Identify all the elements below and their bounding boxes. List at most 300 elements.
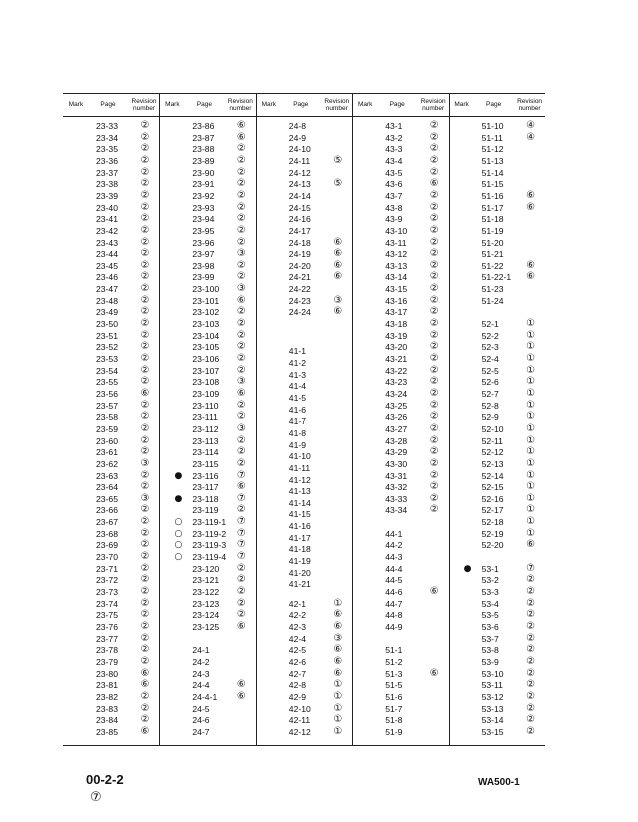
page-cell: 43-11 [385, 237, 407, 248]
page-cell: 23-43 [96, 237, 118, 248]
page-cell: 42-2 [288, 610, 306, 621]
revision-table [63, 93, 545, 746]
table-header-rule [63, 116, 545, 117]
page-cell: 53-5 [481, 610, 499, 621]
page-cell: 23-58 [96, 412, 118, 423]
page-cell: 43-3 [385, 144, 403, 155]
revision-number: ② [429, 422, 439, 434]
revision-number: ⑥ [140, 725, 150, 737]
page-cell: 23-100 [192, 284, 220, 295]
revision-number: ② [429, 364, 439, 376]
page-cell: 23-34 [96, 132, 118, 143]
revision-number: ① [526, 516, 536, 528]
revision-mark: ● [463, 563, 472, 574]
revision-number: ② [140, 259, 150, 271]
revision-number: ⑥ [333, 306, 343, 318]
page-cell: 23-123 [192, 598, 220, 609]
page-cell: 51-2 [385, 656, 403, 667]
revision-number: ② [429, 248, 439, 260]
page-cell: 24-6 [192, 715, 210, 726]
page-cell: 44-3 [385, 552, 403, 563]
page-cell: 41-18 [288, 544, 311, 555]
page-cell: 23-61 [96, 447, 118, 458]
revision-number: ② [140, 294, 150, 306]
revision-number: ② [236, 434, 246, 446]
page-cell: 23-36 [96, 155, 118, 166]
revision-number: ① [526, 318, 536, 330]
page-cell: 23-40 [96, 202, 118, 213]
revision-number: ② [236, 353, 246, 364]
page-cell: 52-17 [481, 505, 504, 516]
model-label: WA500-1 [478, 777, 520, 788]
page-cell: 23-55 [96, 377, 118, 388]
page-cell: 51-5 [385, 680, 403, 691]
page-cell: 41-16 [288, 521, 311, 532]
page-cell: 41-9 [288, 439, 306, 450]
revision-number: ① [526, 387, 536, 399]
page-cell: 23-112 [192, 423, 219, 434]
page-cell: 53-1 [481, 563, 499, 574]
revision-number: ① [333, 679, 343, 691]
revision-number: ② [236, 457, 246, 469]
page-cell: 23-117 [192, 482, 219, 493]
revision-number: ② [140, 271, 150, 283]
revision-number: ② [526, 667, 536, 679]
page-cell: 51-12 [481, 144, 504, 155]
revision-number: ② [140, 318, 150, 330]
page-cell: 23-119-1 [192, 517, 227, 528]
page-cell: 23-89 [192, 155, 215, 166]
page-cell: 53-11 [481, 680, 503, 691]
revision-number: ② [140, 201, 150, 213]
page-cell: 41-11 [288, 462, 311, 473]
page-cell: 42-3 [288, 621, 306, 632]
page-cell: 43-34 [385, 505, 408, 516]
page-cell: 24-14 [288, 190, 311, 201]
page-cell: 51-10 [481, 121, 504, 131]
page-cell: 23-115 [192, 458, 219, 469]
revision-number: ③ [236, 422, 246, 434]
header-revision-number: Revision number [227, 97, 253, 112]
revision-number: ① [526, 341, 536, 353]
page-cell: 23-93 [192, 202, 215, 213]
revision-number: ② [429, 213, 439, 225]
page-cell: 41-1 [288, 346, 306, 357]
page-cell: 42-4 [288, 633, 306, 644]
page-cell: 53-6 [481, 621, 499, 632]
header-page: Page [486, 101, 502, 108]
page-cell: 23-63 [96, 470, 118, 481]
page-cell: 51-21 [481, 249, 504, 260]
header-revision-number: Revision number [131, 97, 157, 112]
revision-number: ② [429, 329, 439, 341]
page-cell: 51-23 [481, 284, 504, 295]
revision-number: ② [429, 353, 439, 364]
revision-number: ① [526, 329, 536, 341]
revision-number: ② [140, 690, 150, 702]
page-cell: 51-16 [481, 190, 504, 201]
page-cell: 24-1 [192, 645, 210, 656]
revision-number: ② [429, 492, 439, 504]
column-separator [159, 93, 160, 746]
header-mark: Mark [261, 101, 277, 108]
revision-number: ③ [236, 376, 246, 388]
page-cell: 51-7 [385, 703, 403, 714]
page-cell: 23-105 [192, 342, 220, 353]
header-page: Page [293, 101, 309, 108]
revision-number: ② [140, 399, 150, 411]
page-cell: 23-111 [192, 412, 218, 423]
page-cell: 41-5 [288, 392, 306, 403]
revision-number: ③ [333, 294, 343, 306]
page-cell: 24-12 [288, 167, 311, 178]
page-cell: 23-69 [96, 540, 118, 551]
revision-number: ② [140, 551, 150, 563]
revision-number: ② [236, 236, 246, 248]
page-cell: 44-6 [385, 587, 403, 597]
page-cell: 52-15 [481, 482, 504, 493]
revision-number: ③ [140, 492, 150, 504]
page-cell: 44-7 [385, 598, 403, 609]
page-cell: 23-33 [96, 121, 118, 131]
revision-number: ⑥ [526, 189, 536, 201]
page-cell: 23-84 [96, 715, 118, 726]
page-cell: 23-119 [192, 505, 219, 516]
revision-number: ② [140, 329, 150, 341]
page-cell: 52-6 [481, 377, 499, 388]
revision-number: ② [140, 376, 150, 388]
page-cell: 23-66 [96, 505, 118, 516]
revision-number: ② [526, 644, 536, 656]
header-mark: Mark [454, 101, 469, 108]
page-cell: 52-19 [481, 528, 504, 539]
revision-number: ② [236, 411, 246, 423]
page-cell: 24-13 [288, 179, 311, 190]
page-cell: 23-83 [96, 703, 118, 714]
page-cell: 23-108 [192, 377, 220, 388]
revision-number: ④ [526, 120, 536, 131]
page-cell: 44-2 [385, 540, 403, 551]
page-cell: 43-1 [385, 121, 403, 131]
revision-number: ⑥ [333, 259, 343, 271]
revision-number: ① [526, 364, 536, 376]
page-cell: 43-13 [385, 260, 408, 271]
page-cell: 53-3 [481, 587, 499, 597]
revision-number: ① [526, 492, 536, 504]
revision-number: ② [236, 224, 246, 236]
page-cell: 23-90 [192, 167, 215, 178]
revision-number: ② [236, 213, 246, 225]
page-cell: 23-51 [96, 330, 118, 341]
revision-number: ⑥ [236, 131, 246, 143]
revision-number: ② [140, 353, 150, 364]
revision-number: ⑥ [333, 236, 343, 248]
revision-number: ② [236, 259, 246, 271]
revision-number: ② [140, 154, 150, 166]
page-cell: 23-120 [192, 563, 220, 574]
page-cell: 23-48 [96, 295, 118, 306]
page-cell: 52-12 [481, 447, 504, 458]
revision-number: ② [429, 411, 439, 423]
page-cell: 24-16 [288, 214, 311, 225]
revision-number: ② [429, 457, 439, 469]
revision-number: ⑥ [333, 271, 343, 283]
revision-number: ② [140, 224, 150, 236]
revision-number: ② [140, 655, 150, 667]
revision-number: ② [236, 586, 246, 597]
revision-number: ② [429, 504, 439, 516]
page-cell: 52-4 [481, 354, 499, 364]
page-cell: 23-86 [192, 121, 215, 131]
revision-number: ② [526, 655, 536, 667]
page-cell: 41-3 [288, 369, 306, 380]
revision-number: ② [236, 306, 246, 318]
revision-number: ② [236, 341, 246, 353]
page-cell: 23-57 [96, 400, 118, 411]
revision-number: ⑦ [236, 551, 246, 563]
page-cell: 43-9 [385, 214, 403, 225]
header-revision-number: Revision number [324, 97, 350, 112]
revision-number: ② [140, 364, 150, 376]
revision-number: ② [526, 586, 536, 597]
revision-number: ⑥ [333, 644, 343, 656]
page-cell: 23-77 [96, 633, 118, 644]
revision-number: ② [429, 154, 439, 166]
revision-number: ② [429, 399, 439, 411]
page-cell: 43-10 [385, 225, 408, 236]
page-cell: 51-22-1 [481, 272, 512, 283]
page-cell: 43-22 [385, 365, 408, 376]
revision-number: ② [236, 143, 246, 155]
page-cell: 23-81 [96, 680, 118, 691]
revision-number: ② [236, 364, 246, 376]
page-cell: 24-9 [288, 132, 306, 143]
revision-number: ① [526, 504, 536, 516]
revision-number: ② [140, 120, 150, 131]
page-cell: 24-5 [192, 703, 210, 714]
page-cell: 41-6 [288, 404, 306, 415]
page-cell: 51-22 [481, 260, 504, 271]
page-cell: 23-85 [96, 726, 118, 737]
page-cell: 23-59 [96, 423, 118, 434]
page-cell: 24-20 [288, 260, 311, 271]
revision-mark: ○ [174, 540, 183, 551]
revision-number: ② [140, 469, 150, 481]
revision-number: ③ [236, 248, 246, 260]
revision-number: ① [526, 469, 536, 481]
page-cell: 43-18 [385, 319, 408, 330]
revision-number: ② [429, 294, 439, 306]
page-cell: 52-10 [481, 423, 504, 434]
revision-number: ② [140, 586, 150, 597]
page-cell: 23-125 [192, 621, 220, 632]
page-cell: 23-37 [96, 167, 118, 178]
page-cell: 43-32 [385, 482, 408, 493]
page-cell: 24-22 [288, 284, 311, 295]
page-cell: 52-5 [481, 365, 499, 376]
column-separator [256, 93, 257, 746]
revision-number: ⑥ [236, 690, 246, 702]
revision-number: ① [333, 597, 343, 609]
revision-number: ② [429, 224, 439, 236]
page-cell: 23-41 [96, 214, 118, 225]
page-cell: 41-10 [288, 451, 311, 462]
page-cell: 53-4 [481, 598, 499, 609]
page-cell: 23-74 [96, 598, 118, 609]
revision-number: ② [140, 306, 150, 318]
page-cell: 43-16 [385, 295, 408, 306]
page-cell: 51-20 [481, 237, 504, 248]
revision-number: ② [236, 318, 246, 330]
page-cell: 23-104 [192, 330, 220, 341]
revision-number: ② [236, 189, 246, 201]
page-cell: 23-107 [192, 365, 220, 376]
revision-number: ① [526, 399, 536, 411]
page-cell: 53-12 [481, 691, 504, 702]
page-cell: 53-14 [481, 715, 504, 726]
revision-number: ⑥ [140, 667, 150, 679]
revision-number: ② [140, 702, 150, 714]
page-cell: 53-7 [481, 633, 499, 644]
revision-number: ① [526, 411, 536, 423]
page-cell: 23-113 [192, 435, 219, 446]
revision-number: ② [140, 213, 150, 225]
page-cell: 43-4 [385, 155, 403, 166]
page-cell: 24-4-1 [192, 691, 218, 702]
revision-number: ② [526, 620, 536, 632]
revision-number: ② [429, 341, 439, 353]
page-cell: 53-10 [481, 668, 504, 679]
revision-number: ② [236, 154, 246, 166]
page-cell: 23-106 [192, 354, 220, 364]
revision-number: ② [140, 609, 150, 621]
revision-number: ⑥ [140, 387, 150, 399]
page-cell: 23-101 [192, 295, 220, 306]
page-cell: 23-87 [192, 132, 215, 143]
revision-number: ① [526, 353, 536, 364]
revision-number: ② [236, 166, 246, 178]
page-cell: 23-82 [96, 691, 118, 702]
revision-number: ① [526, 422, 536, 434]
page-cell: 42-7 [288, 668, 306, 679]
page-cell: 24-17 [288, 225, 311, 236]
page-cell: 43-6 [385, 179, 403, 190]
page-cell: 43-28 [385, 435, 408, 446]
revision-number: ② [236, 178, 246, 190]
column-separator [449, 93, 450, 746]
revision-number: ② [140, 236, 150, 248]
revision-number: ② [236, 399, 246, 411]
page-cell: 43-26 [385, 412, 408, 423]
revision-number: ② [429, 131, 439, 143]
revision-number: ⑥ [333, 667, 343, 679]
header-mark: Mark [357, 101, 373, 108]
page-cell: 52-14 [481, 470, 504, 481]
revision-number: ② [140, 143, 150, 155]
revision-number: ⑥ [526, 271, 536, 283]
page-cell: 43-29 [385, 447, 408, 458]
page-cell: 23-53 [96, 354, 118, 364]
revision-number: ⑥ [236, 294, 246, 306]
page-cell: 43-30 [385, 458, 408, 469]
page-cell: 52-9 [481, 412, 499, 423]
page-cell: 43-8 [385, 202, 403, 213]
page-cell: 23-95 [192, 225, 215, 236]
page-cell: 44-5 [385, 575, 403, 586]
page-cell: 52-1 [481, 319, 499, 330]
header-mark: Mark [165, 101, 180, 108]
page-cell: 23-54 [96, 365, 118, 376]
revision-number: ② [429, 376, 439, 388]
page-cell: 51-15 [481, 179, 504, 190]
page-cell: 23-39 [96, 190, 118, 201]
revision-number: ① [526, 434, 536, 446]
revision-number: ② [429, 271, 439, 283]
page-cell: 23-56 [96, 388, 118, 399]
page-cell: 23-121 [192, 575, 220, 586]
page-cell: 41-13 [288, 486, 311, 497]
page-cell: 23-60 [96, 435, 118, 446]
revision-number: ① [526, 481, 536, 493]
page-cell: 23-52 [96, 342, 118, 353]
page-cell: 42-5 [288, 645, 306, 656]
page-cell: 44-1 [385, 528, 403, 539]
revision-number: ⑥ [236, 120, 246, 131]
page-cell: 23-79 [96, 656, 118, 667]
page-cell: 24-3 [192, 668, 210, 679]
page-cell: 43-20 [385, 342, 408, 353]
revision-number: ⑥ [526, 539, 536, 551]
revision-number: ② [236, 446, 246, 458]
page-cell: 43-5 [385, 167, 403, 178]
page-cell: 23-38 [96, 179, 118, 190]
revision-number: ② [526, 690, 536, 702]
page-cell: 53-9 [481, 656, 499, 667]
page-cell: 23-67 [96, 517, 118, 528]
revision-number: ② [526, 609, 536, 621]
revision-number: ② [429, 446, 439, 458]
revision-number: ⑥ [429, 667, 439, 679]
page-cell: 43-24 [385, 388, 408, 399]
page-cell: 51-3 [385, 668, 403, 679]
revision-number: ② [429, 201, 439, 213]
page-cell: 42-1 [288, 598, 306, 609]
revision-number: ⑦ [236, 527, 246, 539]
page-cell: 51-11 [481, 132, 503, 143]
page-cell: 41-12 [288, 474, 311, 485]
revision-number: ① [333, 714, 343, 726]
revision-number: ⑥ [526, 201, 536, 213]
revision-number: ② [140, 597, 150, 609]
revision-number: ① [526, 376, 536, 388]
page-cell: 23-49 [96, 307, 118, 318]
page-cell: 23-124 [192, 610, 220, 621]
revision-number: ② [236, 609, 246, 621]
revision-mark: ○ [174, 517, 183, 528]
revision-number: ⑦ [236, 469, 246, 481]
revision-mark: ● [174, 470, 183, 481]
revision-number: ② [140, 504, 150, 516]
page-cell: 23-96 [192, 237, 215, 248]
revision-number: ② [429, 120, 439, 131]
page-cell: 23-62 [96, 458, 118, 469]
page-cell: 23-78 [96, 645, 118, 656]
revision-number: ② [429, 469, 439, 481]
page-cell: 52-8 [481, 400, 499, 411]
page-cell: 52-3 [481, 342, 499, 353]
page-cell: 43-15 [385, 284, 408, 295]
page-cell: 41-2 [288, 358, 306, 368]
